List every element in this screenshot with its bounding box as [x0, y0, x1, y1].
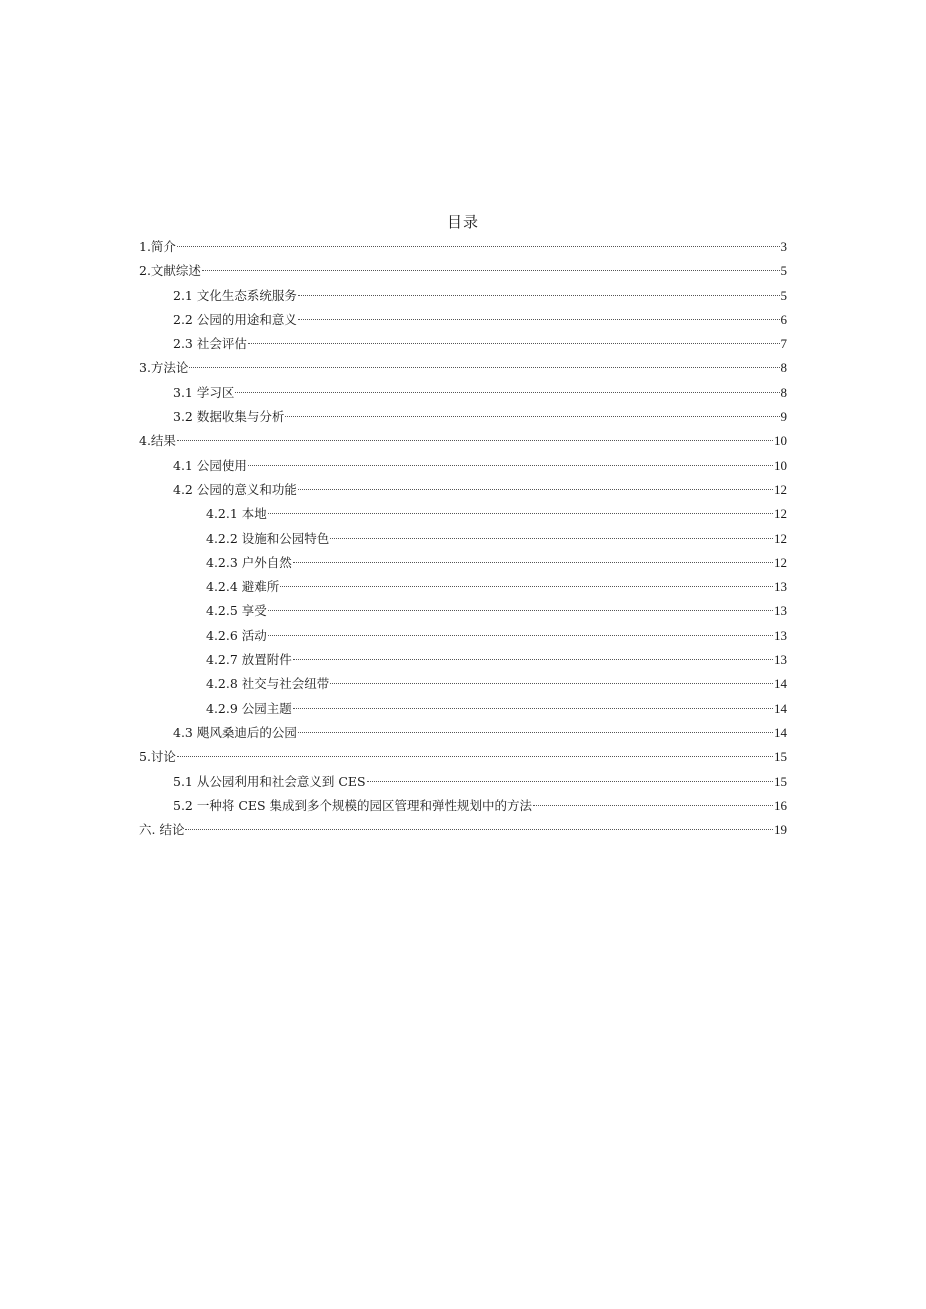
toc-entry[interactable] — [139, 745, 787, 769]
toc-entry-page-number: 14 — [774, 676, 787, 692]
toc-entry-page-number: 16 — [774, 797, 787, 813]
dot-leader — [367, 781, 773, 782]
toc-entry-label: 4.2 公园的意义和功能 — [173, 481, 297, 497]
toc-entry[interactable] — [139, 405, 787, 429]
toc-entry-page-number: 13 — [774, 652, 787, 668]
dot-leader — [177, 756, 773, 757]
toc-entry-page-number: 12 — [774, 530, 787, 546]
toc-entry[interactable] — [139, 794, 787, 818]
toc-entry-label: 4.2.7 放置附件 — [206, 652, 292, 668]
toc-entry[interactable] — [139, 235, 787, 259]
toc-entry[interactable] — [139, 332, 787, 356]
dot-leader — [177, 246, 780, 247]
toc-entry-page-number: 12 — [774, 506, 787, 522]
toc-entry[interactable] — [139, 648, 787, 672]
toc-entry-page-number: 13 — [774, 627, 787, 643]
table-of-contents — [139, 235, 787, 842]
dot-leader — [202, 270, 780, 271]
toc-entry-label: 2.文献综述 — [139, 263, 201, 279]
toc-entry-page-number: 5 — [780, 287, 787, 303]
dot-leader — [268, 610, 773, 611]
toc-entry[interactable] — [139, 697, 787, 721]
toc-entry-label: 2.2 公园的用途和意义 — [173, 311, 297, 327]
toc-entry-label: 5.讨论 — [139, 749, 176, 765]
toc-entry-label: 4.2.1 本地 — [206, 506, 267, 522]
toc-entry-page-number: 3 — [780, 239, 787, 254]
toc-entry[interactable] — [139, 259, 787, 283]
toc-entry[interactable] — [139, 672, 787, 696]
toc-entry[interactable] — [139, 527, 787, 551]
toc-entry-page-number: 6 — [780, 311, 787, 327]
toc-entry[interactable] — [139, 478, 787, 502]
dot-leader — [285, 416, 779, 417]
toc-entry[interactable] — [139, 502, 787, 526]
dot-leader — [298, 732, 773, 733]
toc-entry-label: 4.2.3 户外自然 — [206, 554, 292, 570]
toc-entry-page-number: 9 — [780, 409, 787, 425]
dot-leader — [235, 392, 779, 393]
toc-entry[interactable] — [139, 356, 787, 380]
dot-leader — [298, 319, 780, 320]
toc-entry-page-number: 19 — [774, 822, 787, 838]
dot-leader — [330, 683, 773, 684]
toc-entry[interactable] — [139, 770, 787, 794]
toc-entry-page-number: 12 — [774, 481, 787, 497]
toc-entry[interactable] — [139, 284, 787, 308]
toc-entry-label: 4.2.6 活动 — [206, 627, 267, 643]
toc-entry-page-number: 13 — [774, 603, 787, 619]
dot-leader — [280, 586, 773, 587]
dot-leader — [268, 513, 773, 514]
toc-entry-label: 3.2 数据收集与分析 — [173, 409, 285, 425]
toc-entry-label: 3.方法论 — [139, 360, 189, 376]
toc-entry[interactable] — [139, 551, 787, 575]
dot-leader — [293, 659, 773, 660]
toc-entry[interactable] — [139, 381, 787, 405]
dot-leader — [189, 367, 779, 368]
toc-entry-label: 4.结果 — [139, 433, 176, 449]
toc-entry[interactable] — [139, 454, 787, 478]
toc-entry-label: 4.2.8 社交与社会纽带 — [206, 676, 330, 692]
toc-entry-page-number: 10 — [774, 433, 787, 449]
dot-leader — [298, 295, 780, 296]
toc-entry-label: 4.2.4 避难所 — [206, 579, 280, 595]
toc-entry-label: 4.1 公园使用 — [173, 457, 247, 473]
toc-entry-page-number: 8 — [780, 360, 787, 376]
dot-leader — [330, 538, 773, 539]
dot-leader — [248, 343, 780, 344]
toc-entry[interactable] — [139, 308, 787, 332]
toc-entry[interactable] — [139, 818, 787, 842]
toc-entry[interactable] — [139, 575, 787, 599]
toc-entry-page-number: 5 — [780, 263, 787, 279]
toc-entry-page-number: 14 — [774, 724, 787, 740]
dot-leader — [293, 562, 773, 563]
toc-entry[interactable] — [139, 624, 787, 648]
dot-leader — [298, 489, 773, 490]
dot-leader — [293, 708, 773, 709]
toc-entry[interactable] — [139, 429, 787, 453]
dot-leader — [185, 829, 773, 830]
toc-entry-label: 六. 结论 — [139, 822, 185, 838]
toc-entry-page-number: 15 — [774, 749, 787, 765]
toc-entry-page-number: 10 — [774, 457, 787, 473]
toc-entry-label: 4.2.5 享受 — [206, 603, 267, 619]
toc-entry-page-number: 8 — [780, 384, 787, 400]
toc-entry-label: 4.2.2 设施和公园特色 — [206, 530, 330, 546]
toc-entry-page-number: 7 — [780, 336, 787, 352]
toc-entry-label: 5.1 从公园利用和社会意义到 CES — [173, 773, 366, 789]
toc-entry[interactable] — [139, 599, 787, 623]
toc-entry[interactable] — [139, 721, 787, 745]
dot-leader — [533, 805, 773, 806]
toc-entry-label: 5.2 一种将 CES 集成到多个规模的园区管理和弹性规划中的方法 — [173, 797, 533, 813]
toc-entry-label: 2.3 社会评估 — [173, 336, 247, 352]
toc-entry-label: 1.简介 — [139, 239, 176, 254]
toc-entry-label: 4.2.9 公园主题 — [206, 700, 292, 716]
toc-entry-page-number: 15 — [774, 773, 787, 789]
dot-leader — [268, 635, 773, 636]
page-title: 目录 — [446, 213, 479, 231]
dot-leader — [248, 465, 773, 466]
toc-entry-label: 4.3 飓风桑迪后的公园 — [173, 724, 297, 740]
toc-entry-page-number: 13 — [774, 579, 787, 595]
toc-entry-label: 3.1 学习区 — [173, 384, 235, 400]
toc-entry-page-number: 12 — [774, 554, 787, 570]
dot-leader — [177, 440, 773, 441]
toc-entry-label: 2.1 文化生态系统服务 — [173, 287, 297, 303]
toc-entry-page-number: 14 — [774, 700, 787, 716]
